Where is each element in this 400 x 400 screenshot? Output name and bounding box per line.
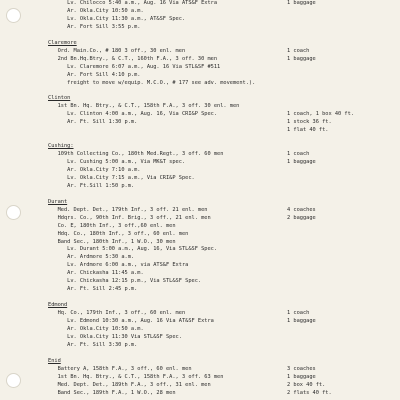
movement-text: Ar. Fort Sill 4:10 p.m.	[48, 71, 141, 78]
movement-text: Lv. Edmond 10:30 a.m., Aug. 16 Via AT&SF Extra	[48, 318, 214, 324]
movement-text: Ar. Chickasha 11:45 a.m.	[48, 270, 144, 277]
car-allocation: 2 flats 40 ft.	[287, 389, 332, 396]
car-allocation: 2 box 40 ft.	[287, 381, 326, 388]
movement-text: Ar. Okla.City 10:50 a.m.	[48, 325, 144, 332]
car-allocation: 1 baggage	[287, 318, 316, 324]
car-allocation: 1 baggage	[287, 159, 316, 165]
town-name: Claremore	[48, 39, 77, 46]
movement-text: freight to move w/equip. M.C.O., # 177 see adv. movement.).	[48, 79, 256, 86]
movement-text: Ar. Okla.City 10:50 a.m.	[48, 7, 144, 14]
movement-text: 2nd Bn.Hq.Btry., & C.T., 160th F.A., 3 off. 30 men	[48, 55, 218, 62]
movement-text: Lv. Chickasha 12:15 p.m., Via STL&SF Spec.	[48, 278, 202, 285]
movement-text: Hq. Co., 179th Inf., 3 off., 60 enl. men	[48, 310, 186, 317]
car-allocation: 1 coach	[287, 47, 310, 54]
car-allocation: 1 coach, 1 box 40 ft.	[287, 111, 354, 118]
movement-text: Lv. Okla.City 7:15 a.m., Via CRI&P Spec.	[48, 174, 195, 181]
movement-text: Ar. Okla.City 7:10 a.m.	[48, 166, 141, 173]
town-name: Enid	[48, 357, 61, 364]
car-allocation: 1 coach	[287, 151, 310, 158]
movement-text: Med. Dept. Det., 189th F.A., 3 off., 31 enl. men	[48, 381, 211, 388]
movement-text: Band Sec., 180th Inf., 1 W.O., 30 men	[48, 238, 176, 245]
movement-text: Band Sec., 189th F.A., 1 W.O., 28 men	[48, 389, 176, 396]
movement-text: Ord. Main.Co., # 180 3 off., 30 enl. men	[48, 47, 186, 54]
town-name: Durant	[48, 198, 68, 205]
town-name: Cushing:	[48, 143, 74, 150]
movement-text: Ar. Ft. Sill 3:30 p.m.	[48, 341, 138, 348]
town-name: Clinton	[48, 95, 71, 102]
movement-text: Hdq. Co., 180th Inf., 3 off., 60 enl. men	[48, 230, 189, 237]
movement-text: Battery A, 158th F.A., 3 off., 60 enl. men	[48, 365, 192, 372]
movement-text: Med. Dept. Det., 179th Inf., 3 off. 21 enl. men	[48, 206, 208, 213]
car-allocation: 1 flat 40 ft.	[287, 127, 329, 134]
movement-text: Lv. Chilocco 5:40 a.m., Aug. 16 Via ATS&F Extra	[48, 0, 218, 6]
movement-text: Ar. Ardmore 5:30 a.m.	[48, 254, 135, 261]
movement-text: Ar. Fort Sill 3:55 p.m.	[48, 23, 141, 30]
movement-text: Lv. Cushing 5:00 a.m., Via MK&T spec.	[48, 159, 186, 165]
car-allocation: 4 coaches	[287, 206, 316, 213]
movement-text: Lv. Okla.City 11:30 Via STL&SF Spec.	[48, 333, 182, 340]
town-name: Edmond	[48, 302, 68, 309]
movement-text: Co. E, 180th Inf., 3 off.,60 enl. men	[48, 222, 176, 229]
car-allocation: 1 stock 36 ft.	[287, 119, 332, 126]
car-allocation: 1 baggage	[287, 0, 316, 6]
movement-text: Ar. Ft. Sill 2:45 p.m.	[48, 286, 138, 293]
movement-text: Hdqrs. Co., 90th Inf. Brig., 3 off., 21 enl. men	[48, 214, 211, 221]
car-allocation: 1 baggage	[287, 373, 316, 380]
car-allocation: 2 baggage	[287, 214, 316, 221]
movement-text: Lv. Clinton 4:00 a.m., Aug. 16, Via CRI&P Spec.	[48, 111, 218, 118]
car-allocation: 3 coaches	[287, 365, 316, 372]
movement-text: Lv. Claremore 6:07 a.m., Aug. 16 Via STL&SF #511	[48, 63, 221, 70]
schedule-line	[0, 389, 400, 398]
movement-text: Lv. Okla.City 11:30 a.m., AT&SF Spec.	[48, 15, 186, 22]
car-allocation: 1 baggage	[287, 55, 316, 62]
movement-text: Ar. Ft. Sill 1:30 p.m.	[48, 119, 138, 126]
car-allocation: 1 coach	[287, 310, 310, 317]
movement-text: Lv. Ardmore 6:00 a.m., via ATS&F Extra	[48, 262, 189, 269]
movement-text: 109th Collecting Co., 180th Med.Regt., 3 off. 60 men	[48, 151, 224, 158]
movement-text: 1st Bn. Hq. Btry., & C.T., 158th F.A., 3 off. 63 men	[48, 373, 224, 380]
movement-text: Lv. Durant 5:00 a.m., Aug. 16, Via STL&SF Spec.	[48, 246, 218, 253]
movement-text: Ar. Ft.Sill 1:50 p.m.	[48, 182, 135, 189]
movement-text: 1st Bn. Hq. Btry., & C.T., 158th F.A., 3 off. 30 enl. men	[48, 103, 240, 110]
